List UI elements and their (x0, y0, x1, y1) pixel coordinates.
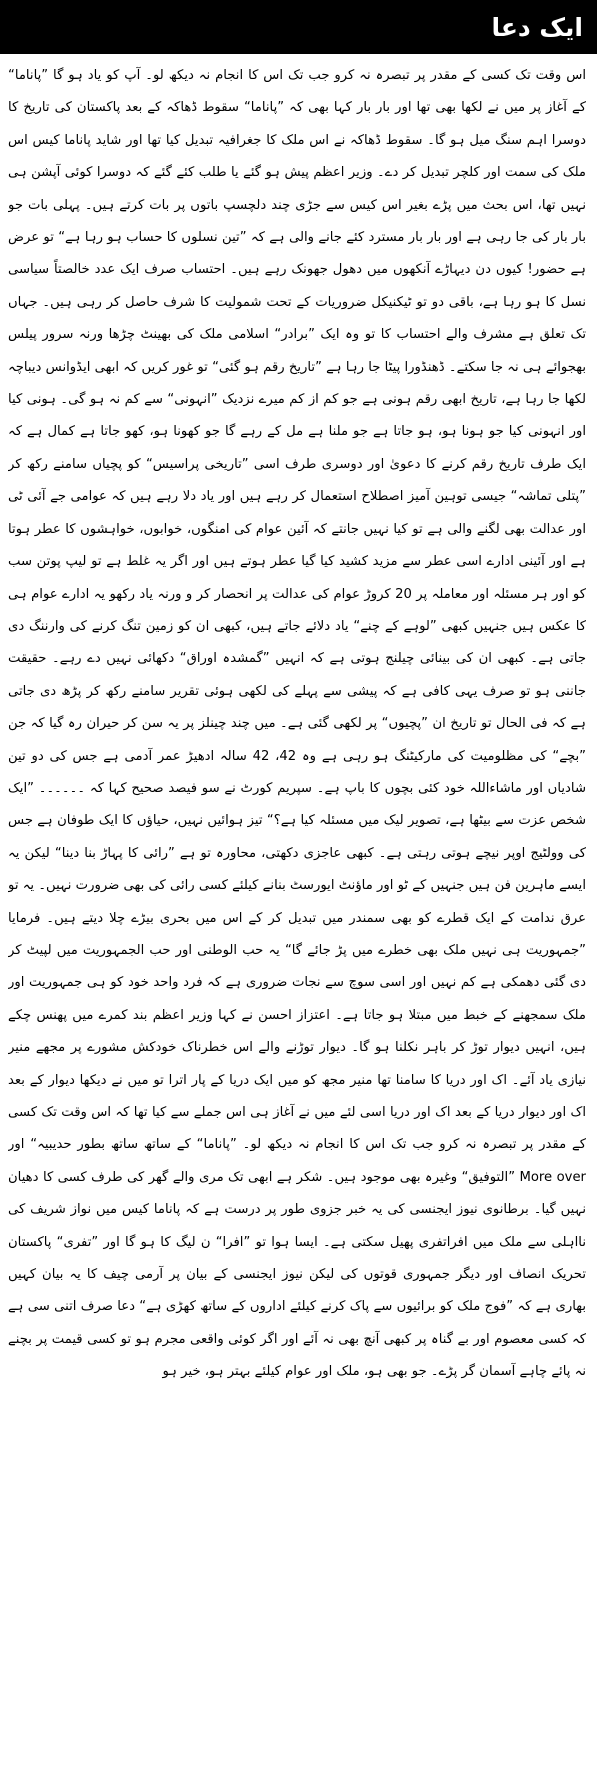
title-banner (0, 0, 597, 54)
article-body (8, 60, 586, 1776)
column-title: ایک دعا (491, 12, 583, 42)
article-paragraph: اس وقت تک کسی کے مقدر پر تبصرہ نہ کرو جب تک اس کا انجام نہ دیکھ لو۔ آپ کو یاد ہو گا ”پاناما“ کے آغاز پر میں نے لکھا بھی تھا اور بار بار کہا بھی کہ ”پاناما“ سقوط ڈھاکہ کے بعد پاکستان کی تاریخ کا دوسرا اہم سنگ میل ہو گا۔ سقوط ڈھاکہ نے اس ملک کا جغرافیہ تبدیل کیا تھا اور شاید پاناما کیس اس ملک کی سمت اور کلچر تبدیل کر دے۔ وزیر اعظم پیش ہو گئے یا طلب کئے گئے کہ دوسرا کوئی آپشن ہی نہیں تھا، اس بحث میں پڑے بغیر اس کیس سے جڑی چند دلچسپ باتوں پر بات کرتے ہیں۔ پہلی بات جو بار بار کی جا رہی ہے اور بار بار مسترد کئے جانے والی ہے کہ ”تین نسلوں کا حساب ہو رہا ہے“ تو عرض ہے حضور! کیوں دن دیہاڑے آنکھوں میں دھول جھونک رہے ہیں۔ احتساب صرف ایک عدد خالصتاً سیاسی نسل کا ہو رہا ہے، باقی دو تو ٹیکنیکل ضروریات کے تحت شمولیت کا شرف حاصل کر رہی ہیں۔ جہاں تک تعلق ہے مشرف والے احتساب کا تو وہ ایک ”برادر“ اسلامی ملک کی بھینٹ چڑھا ورنہ سرور پیلس بھجوائے ہی نہ جا سکتے۔ ڈھنڈورا پیٹا جا رہا ہے ”تاریخ رقم ہو گئی“ تو غور کریں کہ ابھی ایڈوانس دیباچہ لکھا جا رہا ہے، تاریخ ابھی رقم ہونی ہے جو کم از کم میرے نزدیک ”انہونی“ سے کم نہ ہو گی۔ ہونی کیا اور انہونی کیا جو ہونا ہو، ہو جاتا ہے جو ملنا ہے مل کے رہے گا جو کھونا ہو، کھو جاتا ہے کمال ہے کہ ایک طرف تاریخ رقم کرنے کا دعویٰ اور دوسری طرف اسی ”تاریخی پراسیس“ کو پچیاں سامنے رکھ کر ”پتلی تماشہ“ جیسی توہین آمیز اصطلاح استعمال کر رہے ہیں اور یاد دلا رہے ہیں کہ عوامی جے آئی ٹی اور عدالت بھی لگنے والی ہے تو کیا نہیں جانتے کہ آئین عوام کی امنگوں، خوابوں، خواہشوں کا عطر ہوتا ہے اور آئینی ادارے اسی عطر سے مزید کشید کیا گیا عطر ہوتے ہیں اور اگر یہ غلط ہے تو لیپ پوتن سب کو اور ہر مسئلہ اور معاملہ پر 20 کروڑ عوام کی عدالت پر انحصار کر و ورنہ یاد رکھو یہ ادارے عوام ہی کا عکس ہیں جنہیں کبھی ”لوہے کے چنے“ یاد دلائے جاتے ہیں، کبھی ان کو زمین تنگ کرنے کی وارننگ دی جاتی ہے۔ کبھی ان کی بینائی چیلنج ہوتی ہے کہ انہیں ”گمشدہ اوراق“ دکھائی نہیں دے رہے۔ حقیقت جاننی ہو تو صرف یہی کافی ہے کہ پیشی سے پہلے کی لکھی ہوئی تقریر سامنے رکھ کر پڑھ دی جاتی ہے کہ فی الحال تو تاریخ ان ”پچیوں“ پر لکھی گئی ہے۔ میں چند چینلز پر یہ سن کر حیران رہ گیا کہ جن ”بچے“ کی مظلومیت کی مارکیٹنگ ہو رہی ہے وہ 42، 42 سالہ ادھیڑ عمر آدمی ہے جس کی دو تین شادیاں اور ماشاءاللہ خود کئی بچوں کا باپ ہے۔ سپریم کورٹ نے سو فیصد صحیح کہا کہ ۔۔۔۔۔۔ ”ایک شخص عزت سے بیٹھا ہے، تصویر لیک میں مسئلہ کیا ہے؟“ تیز ہوائیں نہیں، حیاؤں کا ایک طوفان ہے جس کی وولٹیج اوپر نیچے ہوتی رہتی ہے۔ کبھی عاجزی دکھتی، محاورہ تو ہے ”رائی کا پہاڑ بنا دینا“ لیکن یہ ایسے ماہرین فن ہیں جنہیں کے ٹو اور ماؤنٹ ایورسٹ بنانے کیلئے کسی رائی کی بھی ضرورت نہیں۔ یہ تو عرق ندامت کے ایک قطرے کو بھی سمندر میں تبدیل کر کے اس میں بحری بیڑے چلا دیتے ہیں۔ فرمایا ”جمہوریت ہی نہیں ملک بھی خطرے میں پڑ جائے گا“ یہ حب الوطنی اور حب الجمہوریت میں لپیٹ کر دی گئی دھمکی ہے کم نہیں اور اسی سوچ سے نجات ضروری ہے کہ فرد واحد خود کو ہی جمہوریت اور ملک سمجھنے کے خبط میں مبتلا ہو جاتا ہے۔ اعتزاز احسن نے کہا وزیر اعظم بند کمرے میں پھنس چکے ہیں، انہیں دیوار توڑ کر باہر نکلنا ہو گا۔ دیوار توڑنے والے اس خطرناک خودکش مشورے پر مجھے منیر نیازی یاد آئے۔ اک اور دریا کا سامنا تھا منیر مجھ کو میں ایک دریا کے پار اترا تو میں نے دیکھا دیوار کے بعد اک اور دیوار دریا کے بعد اک اور دریا اسی لئے میں نے آغاز ہی اس جملے سے کیا تھا کہ اس وقت تک کسی کے مقدر پر تبصرہ نہ کرو جب تک اس کا انجام نہ دیکھ لو۔ ”پاناما“ کے ساتھ ساتھ بطور حدیبیہ“ اور More over ”التوفیق“ وغیرہ بھی موجود ہیں۔ شکر ہے ابھی تک مری والے گھر کی طرف کسی کا دھیان نہیں گیا۔ برطانوی نیوز ایجنسی کی یہ خبر جزوی طور پر درست ہے کہ پاناما کیس میں نواز شریف کی نااہلی سے ملک میں افراتفری پھیل سکتی ہے۔ ایسا ہوا تو ”افرا“ ن لیگ کا ہو گا اور ”تفری“ پاکستان تحریک انصاف اور دیگر جمہوری قوتوں کی لیکن نیوز ایجنسی کے بیان پر آرمی چیف کا یہ بیان کہیں بھاری ہے کہ ”فوج ملک کو برائیوں سے پاک کرنے کیلئے اداروں کے ساتھ کھڑی ہے“ دعا صرف اتنی سی ہے کہ کسی معصوم اور بے گناہ پر کبھی آنچ بھی نہ آئے اور اگر کوئی واقعی مجرم ہو تو کسی قیمت پر بچنے نہ پائے چاہے آسمان گر پڑے۔ جو بھی ہو، ملک اور عوام کیلئے بہتر ہو، خیر ہو (8, 68, 586, 1380)
